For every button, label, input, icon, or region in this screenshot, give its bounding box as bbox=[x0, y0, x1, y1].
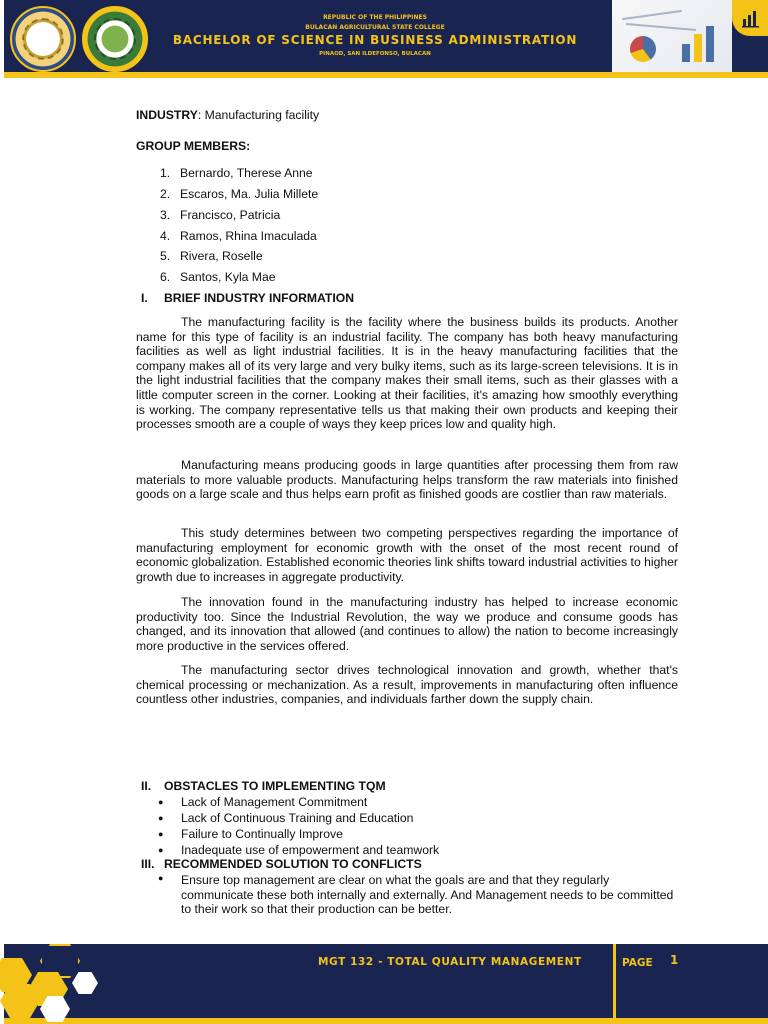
industry-value: : Manufacturing facility bbox=[197, 108, 320, 122]
section-3-heading: III. RECOMMENDED SOLUTION TO CONFLICTS bbox=[141, 857, 422, 871]
footer-page-label: PAGE bbox=[622, 957, 653, 969]
bar-chart-icon bbox=[741, 8, 761, 28]
member-item: 5. Rivera, Roselle bbox=[160, 249, 263, 263]
obstacle-item: ● Lack of Management Commitment bbox=[158, 795, 368, 809]
member-item: 6. Santos, Kyla Mae bbox=[160, 270, 276, 284]
obstacle-item: ● Inadequate use of empowerment and teamwork bbox=[158, 843, 440, 857]
paragraph: The innovation found in the manufacturing industry has helped to increase economic productivity too. Since the Industrial Revolution, the way we produce and consume goods has changed, and its innovation that allowed (and continues to allow) the nation to become increasingly more productive in the services offered. bbox=[136, 595, 678, 653]
paragraph: This study determines between two competing perspectives regarding the importance of manufacturing employment for economic growth with the onset of the most recent round of economic globalization. Established economic theories link shifts toward industrial activities to higher growth due to increases in aggregate productivity. bbox=[136, 526, 678, 584]
obstacle-item: ● Failure to Continually Improve bbox=[158, 827, 343, 841]
member-item: 2. Escaros, Ma. Julia Millete bbox=[160, 187, 319, 201]
paragraph: Manufacturing means producing goods in large quantities after processing them from raw materials to more valuable products. Manufacturing helps transform the raw materials into finished goods on a large scale and thus helps earn profit as finished goods are costlier than raw materials. bbox=[136, 458, 678, 502]
business-chart-photo bbox=[612, 0, 732, 72]
member-item: 3. Francisco, Patricia bbox=[160, 208, 281, 222]
solution-item: ● Ensure top management are clear on what the goals are and that they regularly communicate these both internally and externally. And Management needs to be committed to their work so that their production can be better. bbox=[158, 873, 674, 917]
footer-accent-strip bbox=[4, 1018, 768, 1024]
header-address: PINAOD, SAN ILDEFONSO, BULACAN bbox=[319, 51, 431, 57]
document-footer bbox=[0, 944, 768, 1024]
document-header bbox=[0, 0, 768, 82]
footer-course-title: MGT 132 - TOTAL QUALITY MANAGEMENT bbox=[318, 956, 582, 968]
paragraph: The manufacturing sector drives technological innovation and growth, whether that's chemical processing or mechanization. As a result, improvements in manufacturing often influence countless other industries, companies, and individuals farther down the supply chain. bbox=[136, 663, 678, 707]
industry-line bbox=[136, 108, 319, 122]
footer-separator bbox=[613, 944, 616, 1018]
industry-label: INDUSTRY bbox=[136, 108, 198, 122]
header-badge bbox=[732, 0, 768, 36]
section-2-heading: II. OBSTACLES TO IMPLEMENTING TQM bbox=[141, 779, 386, 793]
header-college: BULACAN AGRICULTURAL STATE COLLEGE bbox=[305, 24, 445, 31]
header-program-title: BACHELOR OF SCIENCE IN BUSINESS ADMINISTRATION bbox=[172, 33, 578, 47]
member-item: 1. Bernardo, Therese Anne bbox=[160, 166, 313, 180]
department-seal-icon bbox=[82, 6, 148, 72]
obstacle-item: ● Lack of Continuous Training and Education bbox=[158, 811, 414, 825]
paragraph: The manufacturing facility is the facility where the business builds its products. Another name for this type of facility is an industrial facility. The company has both heavy manufacturing facilities as well as light industrial facilities. It is in the heavy manufacturing facilities that the company makes all of its very large and very bulky items, such as its large-screen televisions. It is in the light industrial facilities that the company makes their small items, such as their glasses with a little computer screen in the corner. Looking at their facilities, it's amazing how smoothly everything is working. The company representative tells us that making their own products and keeping their processes smooth are a couple of ways they keep prices low and quality high. bbox=[136, 315, 678, 432]
section-1-heading: I. BRIEF INDUSTRY INFORMATION bbox=[141, 291, 355, 305]
members-heading: GROUP MEMBERS: bbox=[136, 139, 251, 153]
header-accent-strip bbox=[4, 72, 768, 78]
footer-page-number: 1 bbox=[670, 953, 679, 967]
college-seal-icon bbox=[10, 6, 76, 72]
header-republic: REPUBLIC OF THE PHILIPPINES bbox=[323, 14, 427, 21]
member-item: 4. Ramos, Rhina Imaculada bbox=[160, 229, 317, 243]
